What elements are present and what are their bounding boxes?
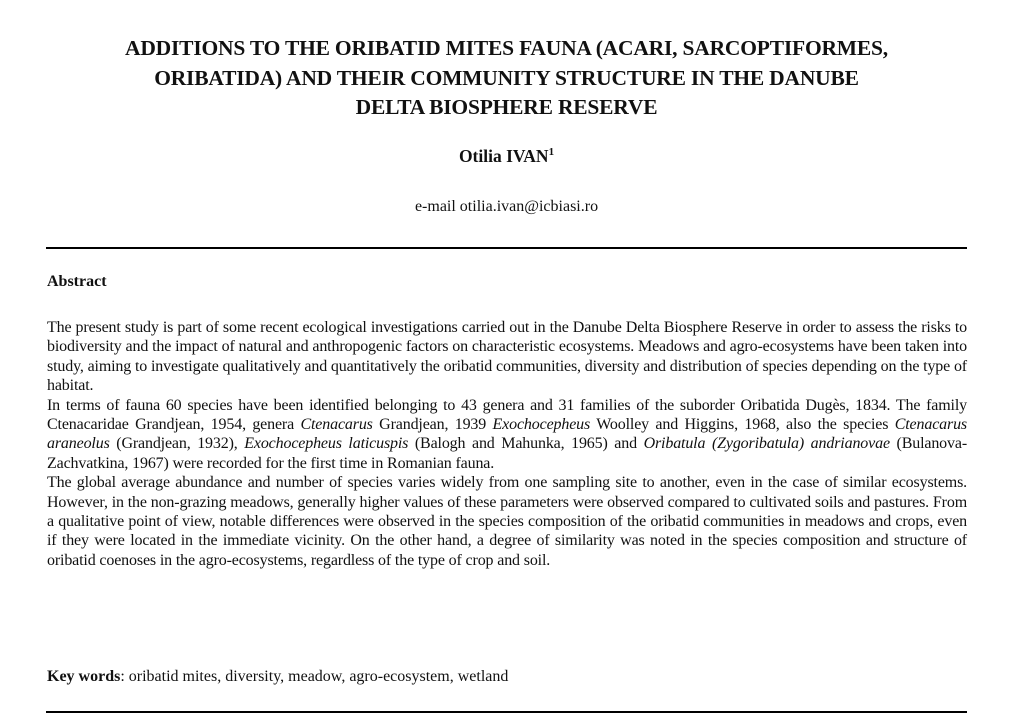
abstract-paragraph-2 (47, 396, 967, 474)
affiliation-mark: 1 (548, 146, 555, 158)
text-run: In terms of fauna 60 species have been identified belonging to 43 genera and 31 families of the suborder Oribatida Dugès, 1834. The family Ctenacaridae Grandjean, 1954, genera (47, 396, 967, 434)
title-line: ADDITIONS TO THE ORIBATID MITES FAUNA (ACARI, SARCOPTIFORMES, (125, 36, 888, 60)
paper-title (40, 34, 973, 123)
text-run: (Grandjean, 1932), (109, 435, 245, 453)
keywords-list: : oribatid mites, diversity, meadow, agro-ecosystem, wetland (120, 668, 509, 685)
title-line: DELTA BIOSPHERE RESERVE (355, 95, 658, 119)
text-run: (Balogh and Mahunka, 1965) and (408, 435, 644, 453)
bottom-divider (46, 711, 967, 713)
top-divider (46, 247, 967, 249)
taxon-name: Ctenacarus araneolus (47, 416, 967, 453)
abstract-body (47, 318, 967, 570)
author-email: e-mail otilia.ivan@icbiasi.ro (414, 198, 599, 215)
text-run: Woolley and Higgins, 1968, also the species (590, 416, 895, 434)
taxon-name: Exochocepheus (492, 416, 591, 434)
keywords-label: Key words (47, 668, 121, 685)
keywords (47, 668, 508, 686)
text-run: Grandjean, 1939 (372, 416, 493, 434)
abstract-paragraph-1: The present study is part of some recent ecological investigations carried out in the Danube Delta Biosphere Reserve in order to assess the risks to biodiversity and the impact of natural and anthropogenic factors on characteristic ecosystems. Meadows and agro-ecosystems have been taken into study, aiming to investigate qualitatively and quantitatively the oribatid communities, diversity and distribution of species depending on the type of habitat. (47, 319, 967, 395)
title-line: ORIBATIDA) AND THEIR COMMUNITY STRUCTURE IN THE DANUBE (154, 65, 859, 90)
author (0, 146, 1013, 167)
author-name: Otilia IVAN (458, 146, 549, 166)
taxon-name: Ctenacarus (300, 416, 373, 434)
text-run: (Bulanova-Zachvatkina, 1967) were recorded for the first time in Romanian fauna. (47, 435, 967, 472)
abstract-paragraph-3: The global average abundance and number of species varies widely from one sampling site to another, even in the case of similar ecosystems. However, in the non-grazing meadows, generally higher values of these parameters were observed compared to cultivated soils and pastures. From a qualitative point of view, notable differences were observed in the species composition of the oribatid communities in meadows and crops, even if they were located in the immediate vicinity. On the other hand, a degree of similarity was noted in the species composition and structure of oribatid coenoses in the agro-ecosystems, regardless of the type of crop and soil. (47, 474, 967, 569)
abstract-heading: Abstract (47, 273, 107, 290)
taxon-name: Exochocepheus laticuspis (244, 435, 409, 453)
taxon-name: Oribatula (Zygoribatula) andrianovae (643, 435, 890, 453)
